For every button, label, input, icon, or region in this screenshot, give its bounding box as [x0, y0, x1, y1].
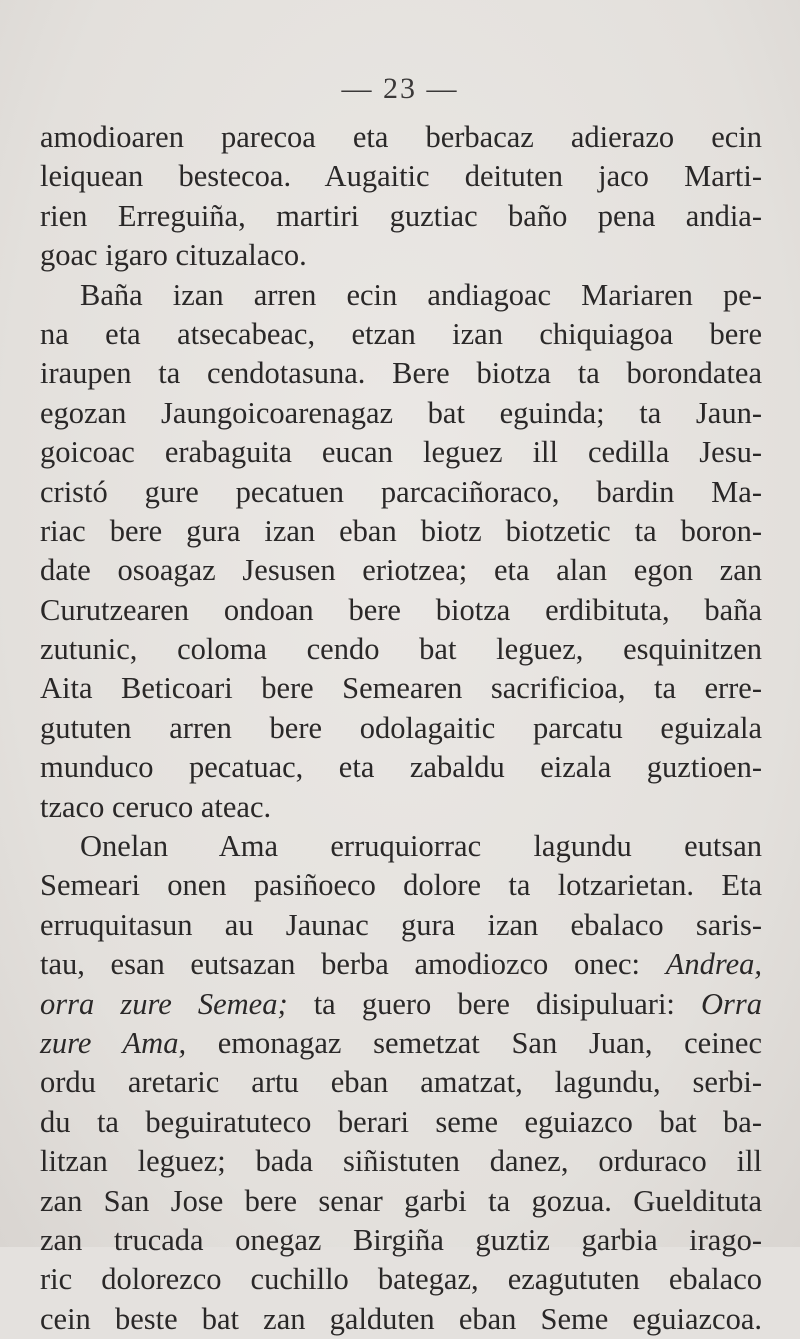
- text-line: tau, esan eutsazan berba amodiozco onec: Andrea,: [40, 947, 762, 982]
- text-line: na eta atsecabeac, etzan izan chiquiagoa bere: [40, 316, 762, 351]
- text-line: Baña izan arren ecin andiagoac Mariaren pe-: [80, 277, 762, 312]
- text-line: munduco pecatuac, eta zabaldu eizala guztioen-: [40, 750, 762, 785]
- text-line: riac bere gura izan eban biotz biotzetic ta boron-: [40, 513, 762, 548]
- text-line: tzaco ceruco ateac.: [40, 789, 272, 824]
- text-line: ordu aretaric artu eban amatzat, lagundu, serbi-: [40, 1065, 762, 1100]
- text-line: cein beste bat zan galduten eban Seme eguiazcoa.: [40, 1301, 762, 1336]
- text-line: Onelan Ama erruquiorrac lagundu eutsan: [80, 829, 762, 864]
- italic-quote: Orra: [701, 986, 763, 1021]
- text-line: ric dolorezco cuchillo bategaz, ezagututen ebalaco: [40, 1262, 762, 1297]
- text-line: orra zure Semea; ta guero bere disipuluari: Orra: [40, 986, 763, 1021]
- page-number: — 23 —: [341, 72, 459, 105]
- body-text: [40, 118, 762, 1339]
- text-line: zan San Jose bere senar garbi ta gozua. Gueldituta: [40, 1183, 762, 1218]
- text-line: goicoac erabaguita eucan leguez ill cedilla Jesu-: [40, 435, 762, 470]
- text-line: cristó gure pecatuen parcaciñoraco, bardin Ma-: [40, 474, 762, 509]
- text-line: litzan leguez; bada siñistuten danez, orduraco ill: [40, 1144, 762, 1179]
- text-line: gututen arren bere odolagaitic parcatu eguizala: [40, 710, 762, 745]
- text-line: egozan Jaungoicoarenagaz bat eguinda; ta Jaun-: [40, 395, 762, 430]
- text-line: erruquitasun au Jaunac gura izan ebalaco saris-: [40, 907, 762, 942]
- text-line: rien Erreguiña, martiri guztiac baño pena andia-: [40, 198, 762, 233]
- text-line: date osoagaz Jesusen eriotzea; eta alan egon zan: [40, 553, 762, 588]
- italic-quote: Andrea,: [665, 947, 762, 982]
- text-line: amodioaren parecoa eta berbacaz adierazo ecin: [40, 120, 762, 154]
- text-line: zan trucada onegaz Birgiña guztiz garbia irago-: [40, 1222, 762, 1257]
- italic-quote: zure Ama,: [40, 1025, 187, 1060]
- text-line: Aita Beticoari bere Semearen sacrificioa, ta erre-: [40, 671, 762, 706]
- text-line: goac igaro cituzalaco.: [40, 238, 307, 273]
- text-line: iraupen ta cendotasuna. Bere biotza ta borondatea: [40, 356, 762, 391]
- text-line: zure Ama, emonagaz semetzat San Juan, ceinec: [40, 1025, 763, 1060]
- text-line: zutunic, coloma cendo bat leguez, esquinitzen: [40, 632, 762, 667]
- text-line: du ta beguiratuteco berari seme eguiazco bat ba-: [40, 1104, 762, 1139]
- text-line: Curutzearen ondoan bere biotza erdibituta, baña: [40, 592, 762, 627]
- italic-quote: orra zure Semea;: [40, 986, 288, 1021]
- text-line: Semeari onen pasiñoeco dolore ta lotzarietan. Eta: [40, 868, 762, 903]
- text-line: leiquean bestecoa. Augaitic deituten jaco Marti-: [40, 159, 762, 194]
